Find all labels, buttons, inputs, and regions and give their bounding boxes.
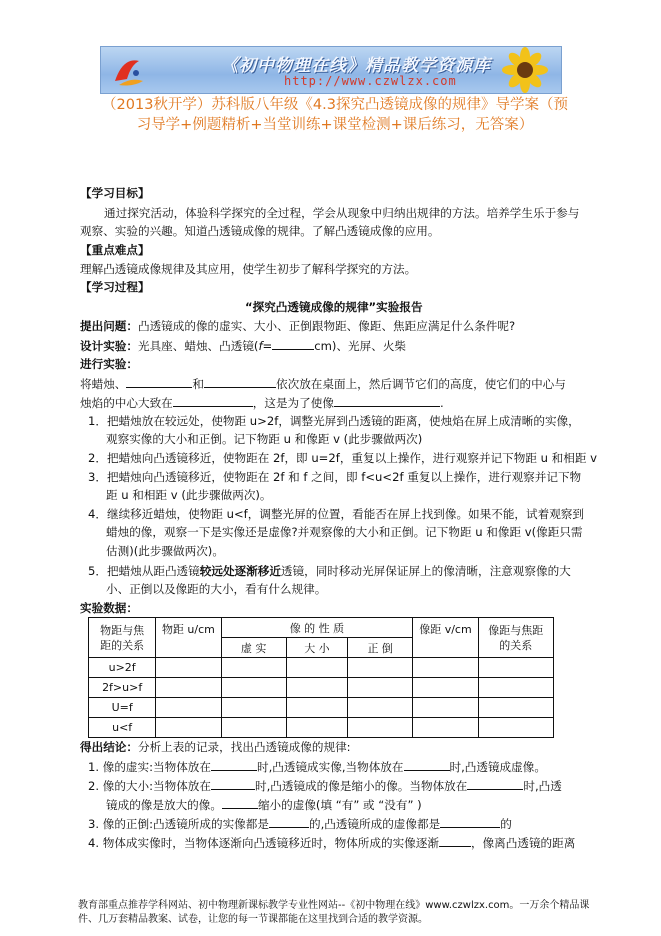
conclusion-1: 1. 像的虚实:当物体放在 时,凸透镜成实像,当物体放在 时,凸透镜成虚像。 [88, 760, 546, 774]
table-row: u>2f [89, 658, 554, 678]
process-heading: 【学习过程】 [80, 280, 150, 294]
design-line: 设计实验：光具座、蜡烛、凸透镜(f= cm)、光屏、火柴 [80, 339, 407, 353]
table-row: U=f [89, 698, 554, 718]
step-5-line-1: 5．把蜡烛从距凸透镜较远处逐渐移近透镜，同时移动光屏保证屏上的像清晰，注意观察像的大 [88, 564, 571, 578]
step-3-line-1: 3．把蜡烛向凸透镜移近，使物距在 2f 和 f 之间，即 f<u<2f 重复以上操作，进行观察并记下物 [88, 470, 582, 484]
step-4-line-3: 估测)(此步骤做两次)。 [106, 544, 224, 558]
step-1-line-1: 1．把蜡烛放在较远处，使物距 u>2f，调整光屏到凸透镜的距离，使烛焰在屏上成清晰的实像， [88, 414, 580, 428]
sunflower-icon [485, 47, 555, 93]
header-real-virtual: 虚 实 [221, 638, 286, 658]
setup-line-1: 将蜡烛、 和 依次放在桌面上，然后调节它们的高度，使它们的中心与 [80, 377, 566, 391]
header-relation: 物距与焦 距的关系 [89, 618, 156, 658]
goals-text-2: 观察、实验的兴趣。知道凸透镜成像的规律。了解凸透镜成像的应用。 [80, 224, 440, 238]
header-object-distance: 物距 u/cm [156, 618, 221, 658]
table-row: 2f>u>f [89, 678, 554, 698]
site-logo-icon [109, 51, 149, 91]
conclusion-2: 2. 像的大小:当物体放在 时,凸透镜成的像是缩小的像。当物体放在 时,凸透 [88, 779, 562, 793]
header-size: 大 小 [286, 638, 347, 658]
question-line: 提出问题：凸透镜成的像的虚实、大小、正倒跟物距、像距、焦距应满足什么条件呢? [80, 319, 516, 333]
setup-line-2: 烛焰的中心大致在 ，这是为了使像 . [80, 396, 444, 410]
step-4-line-1: 4．继续移近蜡烛，使物距 u<f，调整光屏的位置，看能否在屏上找到像。如果不能，试着观察到 [88, 507, 584, 521]
goals-heading: 【学习目标】 [80, 186, 150, 200]
data-label: 实验数据： [80, 601, 138, 615]
conclusion-3: 3. 像的正倒:凸透镜所成的实像都是 的,凸透镜所成的虚像都是 的 [88, 817, 512, 831]
experiment-label: 进行实验： [80, 357, 138, 371]
key-heading: 【重点难点】 [80, 243, 150, 257]
header-image-relation: 像距与焦距 的关系 [478, 618, 553, 658]
header-image-distance: 像距 v/cm [413, 618, 478, 658]
document-title: （2013秋开学）苏科版八年级《4.3探究凸透镜成像的规律》导学案（预 习导学+例题精析+当堂训练+课堂检测+课后练习，无答案） [102, 97, 568, 133]
header-image-nature: 像 的 性 质 [221, 618, 413, 638]
step-2-line-1: 2．把蜡烛向凸透镜移近，使物距在 2f，即 u=2f，重复以上操作，进行观察并记下物距 u 和相距 v [88, 451, 597, 465]
conclusion-4: 4. 物体成实像时，当物体逐渐向凸透镜移近时，物体所成的实像逐渐 ，像离凸透镜的距离 [88, 836, 576, 850]
conclusion-2-cont: 镜成的像是放大的像。 缩小的虚像(填 “有” 或 “没有” ) [106, 798, 422, 812]
banner-url[interactable]: http://www.czwlzx.com [284, 74, 457, 88]
table-row: u<f [89, 718, 554, 738]
key-text: 理解凸透镜成像规律及其应用，使学生初步了解科学探究的方法。 [80, 262, 417, 276]
banner-title: 《初中物理在线》精品教学资源库 [221, 56, 491, 76]
step-4-line-2: 蜡烛的像，观察一下是实像还是虚像?并观察像的大小和正倒。记下物距 u 和像距 v(像距只需 [106, 525, 583, 539]
footer-note: 教育部重点推荐学科网站、初中物理新课标教学专业性网站--《初中物理在线》www.czwlzx.com。一万余个精品课 件、几万套精品教案、试卷，让您的每一节课都能在这里找到合适的教学资源。 [78, 900, 590, 925]
data-table [88, 617, 554, 738]
site-banner [100, 46, 562, 94]
step-5-line-2: 小、正倒以及像距的大小，看有什么规律。 [106, 582, 327, 596]
step-1-line-2: 观察实像的大小和正倒。记下物距 u 和像距 v (此步骤做两次) [106, 432, 423, 446]
step-3-line-2: 距 u 和相距 v (此步骤做两次)。 [106, 488, 272, 502]
goals-text-1: 通过探究活动，体验科学探究的全过程，学会从现象中归纳出规律的方法。培养学生乐于参与 [104, 206, 580, 220]
conclusion-intro: 得出结论：分析上表的记录，找出凸透镜成像的规律: [80, 740, 351, 754]
report-title: “探究凸透镜成像的规律”实验报告 [245, 300, 423, 314]
header-upright: 正 倒 [348, 638, 413, 658]
